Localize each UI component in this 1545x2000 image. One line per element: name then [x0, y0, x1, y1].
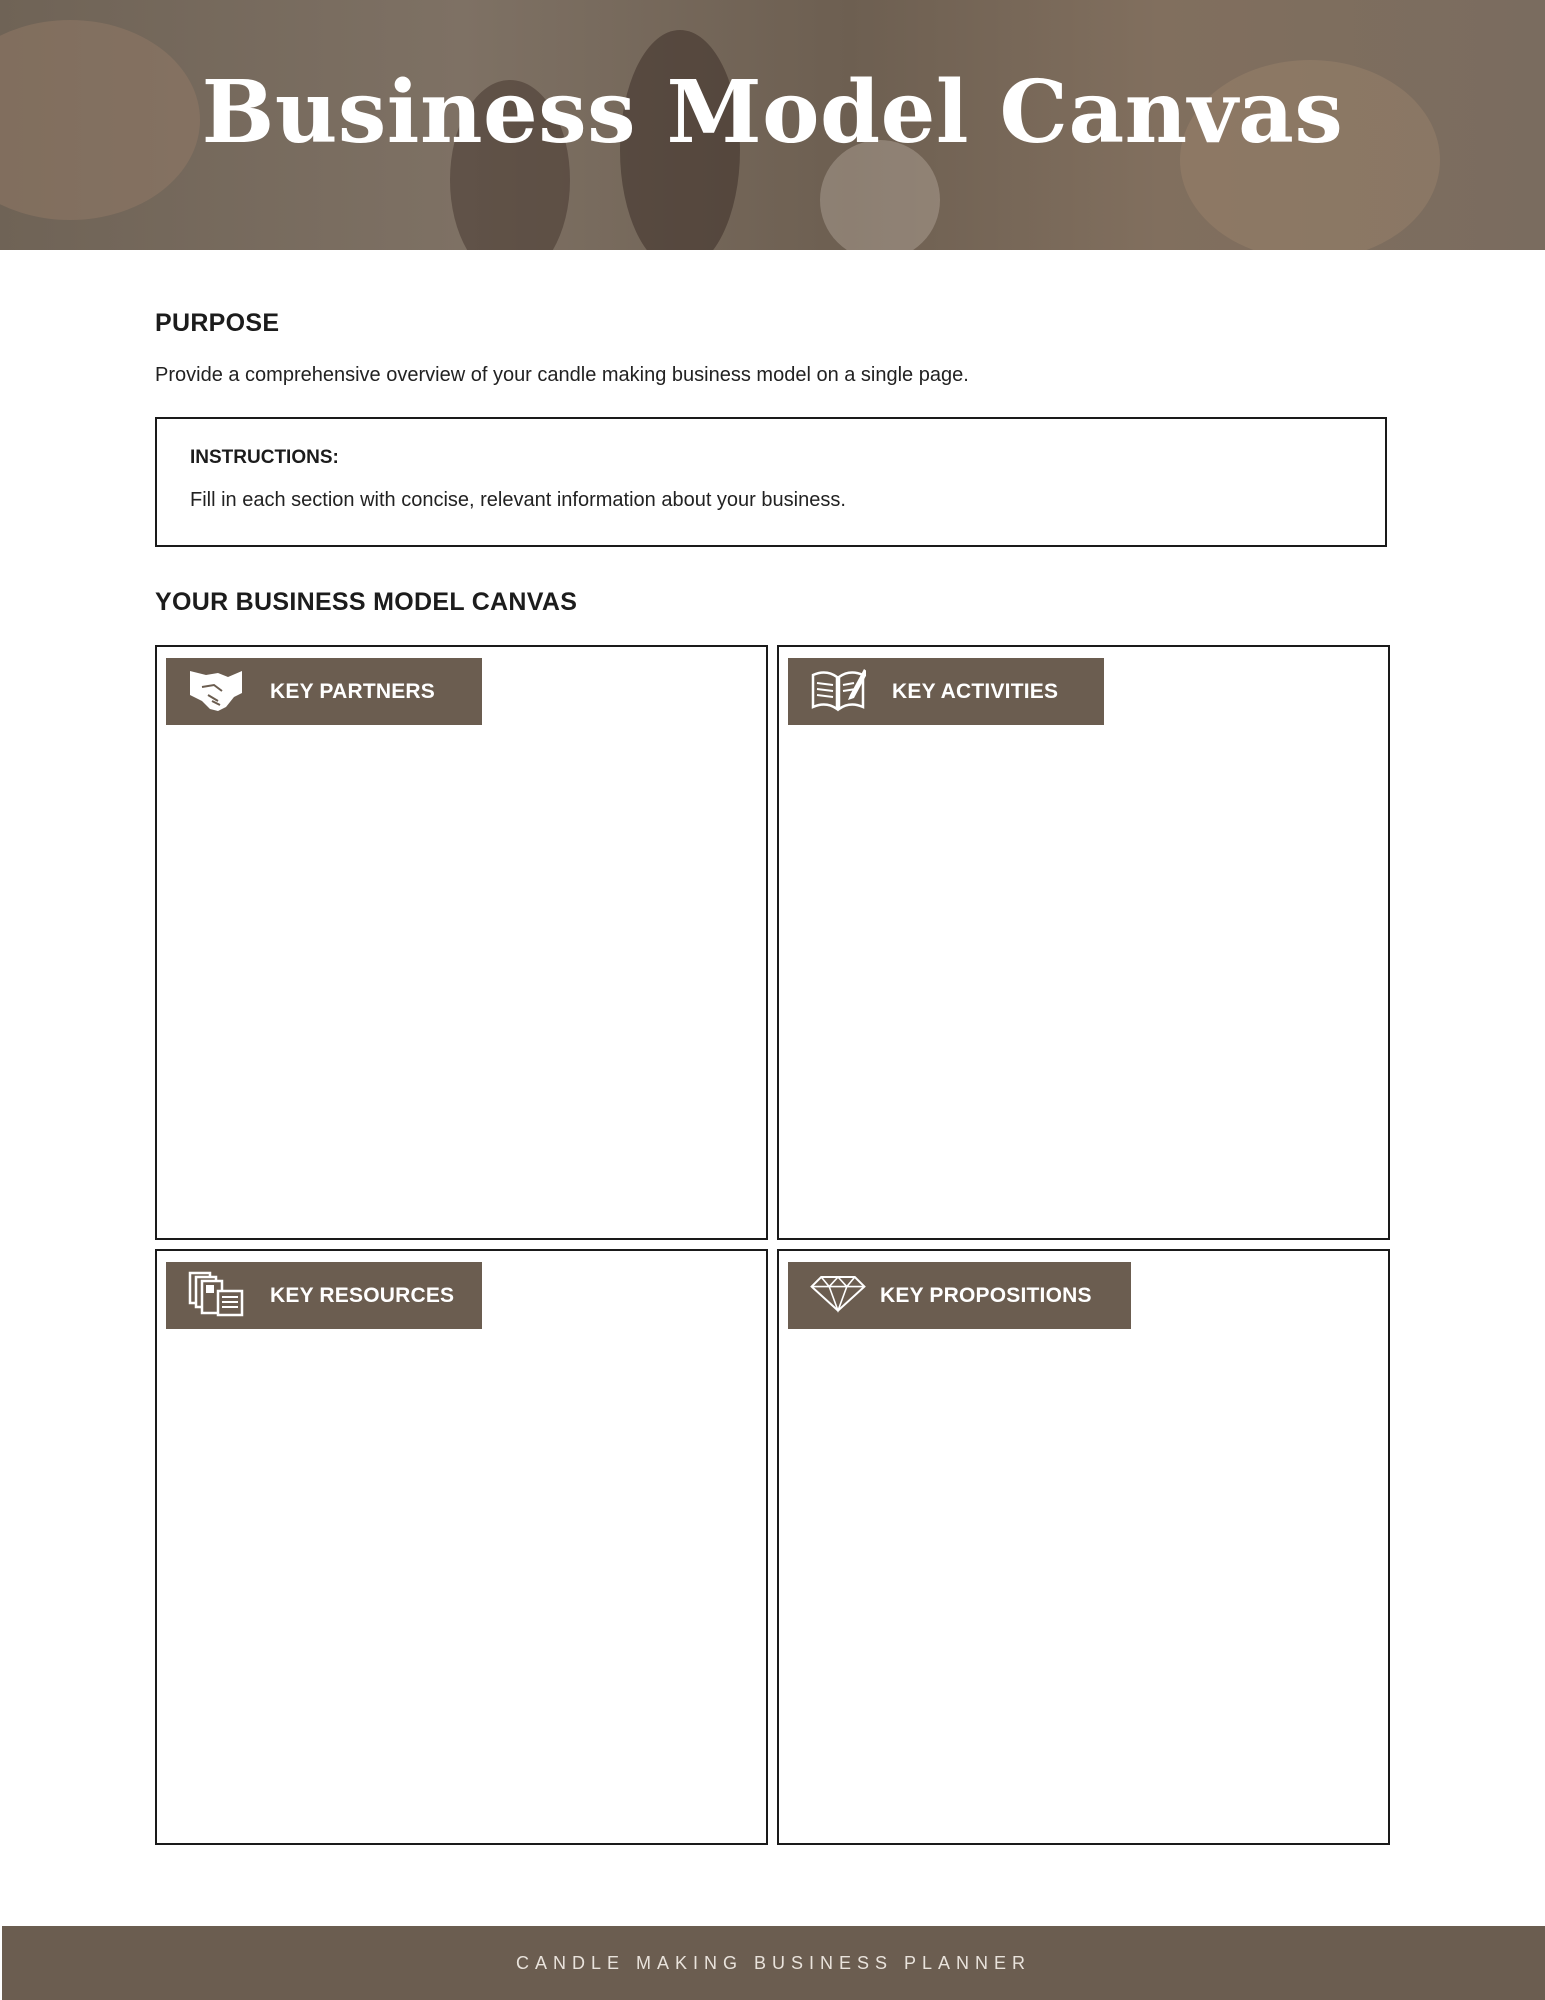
key-partners-box[interactable] [155, 645, 768, 1240]
instructions-box [155, 417, 1387, 547]
page-title: Business Model Canvas [201, 62, 1344, 163]
key-activities-tag [788, 658, 1104, 725]
key-activities-label: KEY ACTIVITIES [892, 679, 1059, 703]
key-resources-box[interactable] [155, 1249, 768, 1845]
canvas-heading: YOUR BUSINESS MODEL CANVAS [155, 588, 578, 616]
instructions-label: INSTRUCTIONS: [190, 447, 339, 468]
diamond-icon [810, 1269, 866, 1322]
footer-text: CANDLE MAKING BUSINESS PLANNER [515, 1952, 1032, 1973]
handshake-icon [188, 665, 244, 718]
key-resources-label: KEY RESOURCES [270, 1283, 455, 1307]
documents-icon [188, 1269, 244, 1322]
key-partners-tag [166, 658, 482, 725]
key-resources-tag [166, 1262, 482, 1329]
key-propositions-label: KEY PROPOSITIONS [880, 1283, 1092, 1307]
purpose-text: Provide a comprehensive overview of your candle making business model on a single page. [155, 364, 969, 386]
footer-bar [2, 1926, 1545, 2000]
key-propositions-tag [788, 1262, 1131, 1329]
key-activities-box[interactable] [777, 645, 1390, 1240]
key-partners-label: KEY PARTNERS [270, 679, 435, 703]
key-propositions-box[interactable] [777, 1249, 1390, 1845]
open-book-pencil-icon [810, 665, 866, 718]
header-banner [0, 0, 1545, 250]
purpose-heading: PURPOSE [155, 309, 280, 337]
instructions-text: Fill in each section with concise, relevant information about your business. [190, 489, 846, 511]
